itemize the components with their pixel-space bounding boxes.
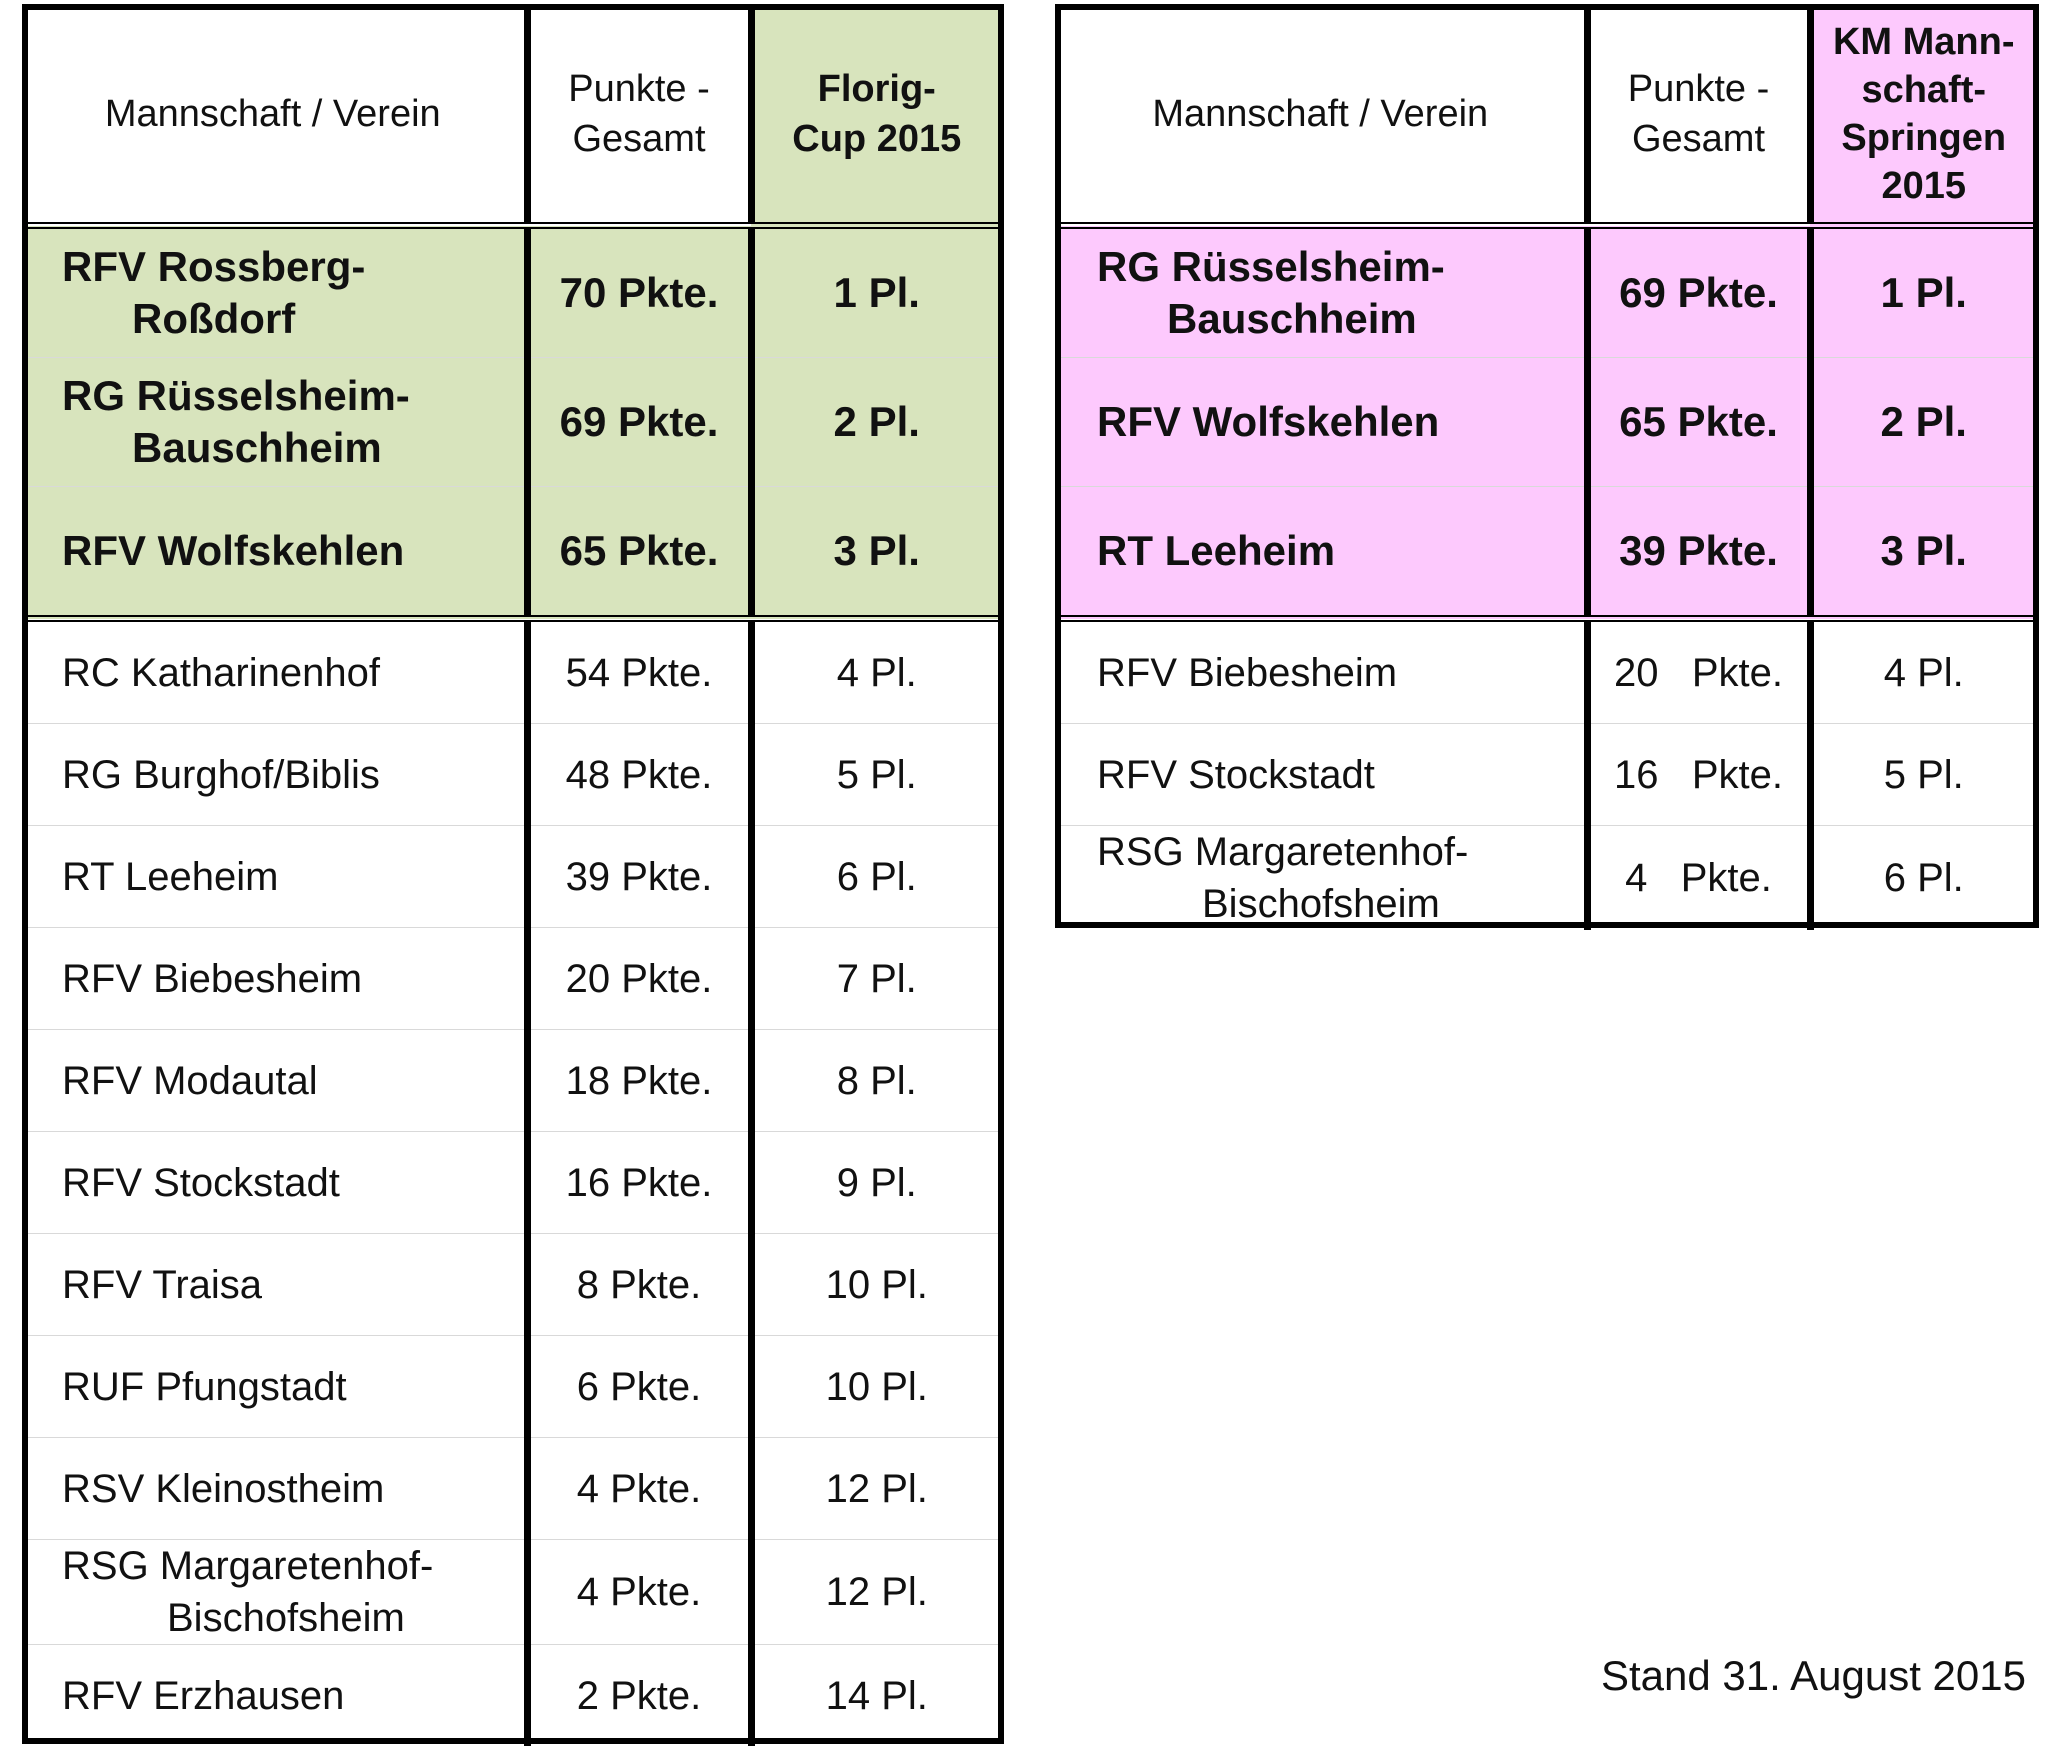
place-cell: 10 Pl.: [751, 1234, 999, 1336]
points-cell: 20 Pkte.: [1587, 619, 1810, 724]
header-points: Punkte - Gesamt: [527, 6, 751, 226]
place-cell: 14 Pl.: [751, 1645, 999, 1747]
table-row: [22, 1645, 999, 1747]
team-line2: Bauschheim: [1167, 295, 1417, 342]
table-row: [22, 1234, 999, 1336]
place-cell: 6 Pl.: [751, 826, 999, 928]
place-cell: 5 Pl.: [751, 724, 999, 826]
place-cell: 8 Pl.: [751, 1030, 999, 1132]
team-line1: RFV Biebesheim: [1097, 650, 1398, 695]
header-event: KM Mann-schaft-Springen 2015: [1810, 6, 2034, 226]
table-row: [1057, 826, 2034, 931]
team-name: [1057, 487, 1587, 619]
team-line1: RFV Wolfskehlen: [62, 527, 405, 574]
points-cell: 39 Pkte.: [527, 826, 751, 928]
table-row: [1057, 619, 2034, 724]
florig-cup-table: [22, 6, 999, 1746]
place-cell: 1 Pl.: [751, 226, 999, 358]
points-cell: 70 Pkte.: [527, 226, 751, 358]
header-points: Punkte - Gesamt: [1587, 6, 1810, 226]
team-name: [22, 358, 527, 487]
points-cell: 2 Pkte.: [527, 1645, 751, 1747]
header-event: Florig-Cup 2015: [751, 6, 999, 226]
team-line2: Bauschheim: [132, 424, 382, 471]
place-cell: 10 Pl.: [751, 1336, 999, 1438]
points-cell: 69 Pkte.: [1587, 226, 1810, 358]
points-cell: 16 Pkte.: [1587, 724, 1810, 826]
team-name: [22, 619, 527, 724]
table-row: [22, 724, 999, 826]
points-cell: 4 Pkte.: [527, 1438, 751, 1540]
top-row: [22, 226, 999, 358]
table-row: [22, 928, 999, 1030]
team-line1: RFV Stockstadt: [62, 1160, 340, 1205]
place-cell: 9 Pl.: [751, 1132, 999, 1234]
team-line1: RT Leeheim: [1097, 527, 1336, 574]
points-cell: 16 Pkte.: [527, 1132, 751, 1234]
top-row: [1057, 226, 2034, 358]
points-cell: 4 Pkte.: [1587, 826, 1810, 931]
team-name: [22, 826, 527, 928]
team-name: [22, 1132, 527, 1234]
place-cell: 2 Pl.: [1810, 358, 2034, 487]
table-row: [22, 1336, 999, 1438]
table-row: [1057, 724, 2034, 826]
points-cell: 54 Pkte.: [527, 619, 751, 724]
team-line1: RSG Margaretenhof-: [62, 1544, 434, 1588]
team-name: [22, 1030, 527, 1132]
team-line1: RFV Stockstadt: [1097, 752, 1375, 797]
points-cell: 65 Pkte.: [527, 487, 751, 619]
points-cell: 18 Pkte.: [527, 1030, 751, 1132]
team-line1: RG Rüsselsheim-: [1097, 243, 1445, 290]
table-row: [22, 1132, 999, 1234]
team-name: [22, 1645, 527, 1747]
team-line1: RG Rüsselsheim-: [62, 372, 410, 419]
team-line2: Bischofsheim: [167, 1596, 405, 1640]
team-name: [1057, 724, 1587, 826]
team-line1: RFV Rossberg-: [62, 243, 366, 290]
table-row: [22, 1030, 999, 1132]
top-row: [1057, 358, 2034, 487]
team-line1: RT Leeheim: [62, 854, 279, 899]
team-name: [22, 226, 527, 358]
header-team: Mannschaft / Verein: [1152, 93, 1489, 135]
place-cell: 1 Pl.: [1810, 226, 2034, 358]
team-line1: RC Katharinenhof: [62, 650, 380, 695]
stand-date: Stand 31. August 2015: [1600, 1652, 2026, 1699]
team-line1: RFV Traisa: [62, 1262, 263, 1307]
team-line2: Roßdorf: [132, 295, 296, 342]
team-name: [22, 487, 527, 619]
team-line1: RFV Erzhausen: [62, 1673, 345, 1718]
place-cell: 3 Pl.: [1810, 487, 2034, 619]
team-name: [22, 724, 527, 826]
team-name: [22, 1540, 527, 1645]
team-name: [22, 928, 527, 1030]
team-name: [22, 1336, 527, 1438]
table-row: [22, 1540, 999, 1645]
place-cell: 5 Pl.: [1810, 724, 2034, 826]
points-cell: 48 Pkte.: [527, 724, 751, 826]
team-line1: RFV Modautal: [62, 1058, 318, 1103]
top-row: [22, 487, 999, 619]
table-row: [22, 1438, 999, 1540]
team-line1: RSV Kleinostheim: [62, 1466, 385, 1511]
place-cell: 2 Pl.: [751, 358, 999, 487]
points-cell: 39 Pkte.: [1587, 487, 1810, 619]
team-name: [1057, 226, 1587, 358]
points-cell: 20 Pkte.: [527, 928, 751, 1030]
place-cell: 3 Pl.: [751, 487, 999, 619]
table-row: [22, 619, 999, 724]
team-line1: RFV Wolfskehlen: [1097, 398, 1440, 445]
team-line1: RSG Margaretenhof-: [1097, 830, 1469, 874]
team-name: [1057, 358, 1587, 487]
top-row: [22, 358, 999, 487]
place-cell: 6 Pl.: [1810, 826, 2034, 931]
team-line2: Bischofsheim: [1202, 882, 1440, 926]
place-cell: 4 Pl.: [1810, 619, 2034, 724]
header-team: Mannschaft / Verein: [104, 93, 441, 135]
points-cell: 4 Pkte.: [527, 1540, 751, 1645]
team-line1: RUF Pfungstadt: [62, 1364, 347, 1409]
points-cell: 69 Pkte.: [527, 358, 751, 487]
team-line1: RG Burghof/Biblis: [62, 752, 380, 797]
place-cell: 12 Pl.: [751, 1438, 999, 1540]
team-name: [22, 1234, 527, 1336]
team-line1: RFV Biebesheim: [62, 956, 363, 1001]
km-springen-table: [1057, 6, 2034, 930]
team-name: [1057, 619, 1587, 724]
points-cell: 8 Pkte.: [527, 1234, 751, 1336]
top-row: [1057, 487, 2034, 619]
team-name: [1057, 826, 1587, 931]
table-row: [22, 826, 999, 928]
points-cell: 6 Pkte.: [527, 1336, 751, 1438]
place-cell: 7 Pl.: [751, 928, 999, 1030]
place-cell: 12 Pl.: [751, 1540, 999, 1645]
place-cell: 4 Pl.: [751, 619, 999, 724]
points-cell: 65 Pkte.: [1587, 358, 1810, 487]
team-name: [22, 1438, 527, 1540]
